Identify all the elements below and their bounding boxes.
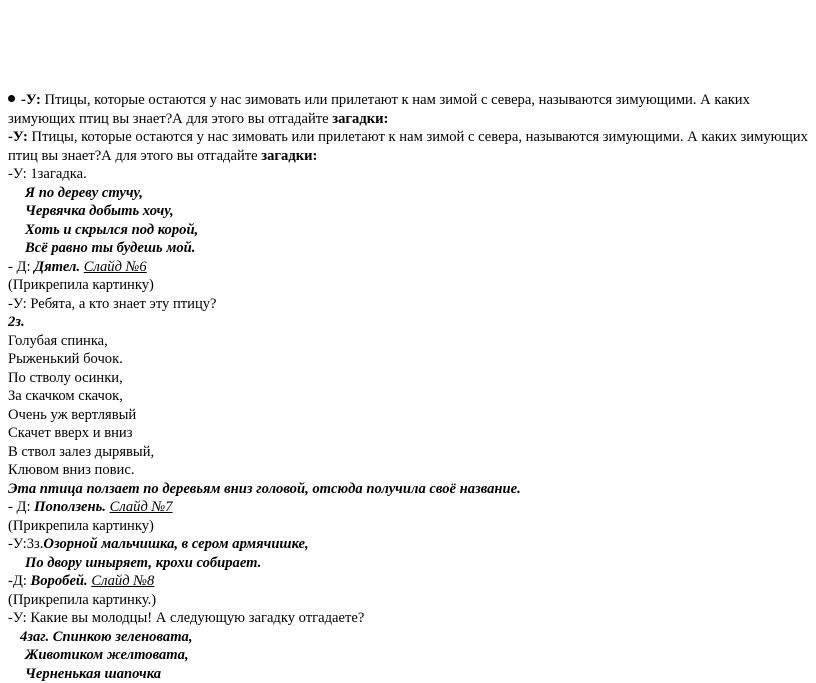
- speaker-label: -У:: [21, 92, 41, 108]
- answer-prefix: -Д:: [8, 573, 31, 589]
- answer-prefix: - Д:: [8, 499, 34, 515]
- attachment-note: (Прикрепила картинку.): [8, 591, 808, 610]
- riddle-2-line: За скачком скачок,: [8, 387, 808, 406]
- answer-prefix: - Д:: [8, 259, 34, 275]
- riddle-2-line: В ствол залез дырявый,: [8, 443, 808, 462]
- bullet-icon: [8, 95, 15, 102]
- document-body: [8, 91, 808, 683]
- riddles-label: загадки:: [332, 111, 388, 127]
- riddle-4-line: Черненькая шапочка: [8, 665, 808, 683]
- riddle-4-first-line: [8, 628, 808, 647]
- answer-3: [8, 572, 808, 591]
- riddles-label: загадки:: [261, 148, 317, 164]
- riddle-3: [8, 535, 808, 554]
- riddle-3-line: Озорной мальчишка, в сером армячишке,: [43, 536, 308, 552]
- riddle-3-line: По двору шныряет, крохи собирает.: [8, 554, 808, 573]
- riddle-2-line: Клювом вниз повис.: [8, 461, 808, 480]
- riddle-4-line: Спинкою зеленовата,: [53, 629, 193, 645]
- bird-fact: Эта птица ползает по деревьям вниз головой, отсюда получила своё название.: [8, 480, 808, 499]
- riddle-1-line: Всё равно ты будешь мой.: [8, 239, 808, 258]
- slide-link[interactable]: Слайд №8: [91, 573, 154, 589]
- riddle-2-line: Рыженький бочок.: [8, 350, 808, 369]
- riddle-2-line: По стволу осинки,: [8, 369, 808, 388]
- riddle-2-line: Скачет вверх и вниз: [8, 424, 808, 443]
- answer-1: [8, 258, 808, 277]
- teacher-praise: -У: Какие вы молодцы! А следующую загадку отгадаете?: [8, 609, 808, 628]
- riddle-3-prefix: -У:3з.: [8, 536, 43, 552]
- riddle-1-line: Я по дереву стучу,: [8, 184, 808, 203]
- riddle-4-line: Животиком желтовата,: [8, 646, 808, 665]
- riddle-2-line: Голубая спинка,: [8, 332, 808, 351]
- riddle-2-label: 2з.: [8, 313, 808, 332]
- attachment-note: (Прикрепила картинку): [8, 276, 808, 295]
- attachment-note: (Прикрепила картинку): [8, 517, 808, 536]
- slide-link[interactable]: Слайд №6: [84, 259, 147, 275]
- riddle-1-line: Хоть и скрылся под корой,: [8, 221, 808, 240]
- riddle-1-line: Червячка добыть хочу,: [8, 202, 808, 221]
- answer-word: Поползень.: [34, 499, 106, 515]
- speaker-label: -У:: [8, 129, 28, 145]
- intro-paragraph-2: [8, 128, 808, 165]
- intro-text: Птицы, которые остаются у нас зимовать или прилетают к нам зимой с севера, называются зимующими. А каких зимующих птиц вы знает?А для этого вы отгадайте: [8, 92, 750, 127]
- intro-text: Птицы, которые остаются у нас зимовать или прилетают к нам зимой с севера, называются зимующими. А каких зимующих птиц вы знает?А для этого вы отгадайте: [8, 129, 808, 164]
- riddle-4-label: 4заг.: [20, 629, 49, 645]
- slide-link[interactable]: Слайд №7: [110, 499, 173, 515]
- teacher-question: -У: Ребята, а кто знает эту птицу?: [8, 295, 808, 314]
- riddle-2-line: Очень уж вертлявый: [8, 406, 808, 425]
- answer-2: [8, 498, 808, 517]
- riddle-1-intro: -У: 1загадка.: [8, 165, 808, 184]
- answer-word: Воробей.: [31, 573, 88, 589]
- intro-paragraph-1: [8, 91, 808, 128]
- answer-word: Дятел.: [34, 259, 80, 275]
